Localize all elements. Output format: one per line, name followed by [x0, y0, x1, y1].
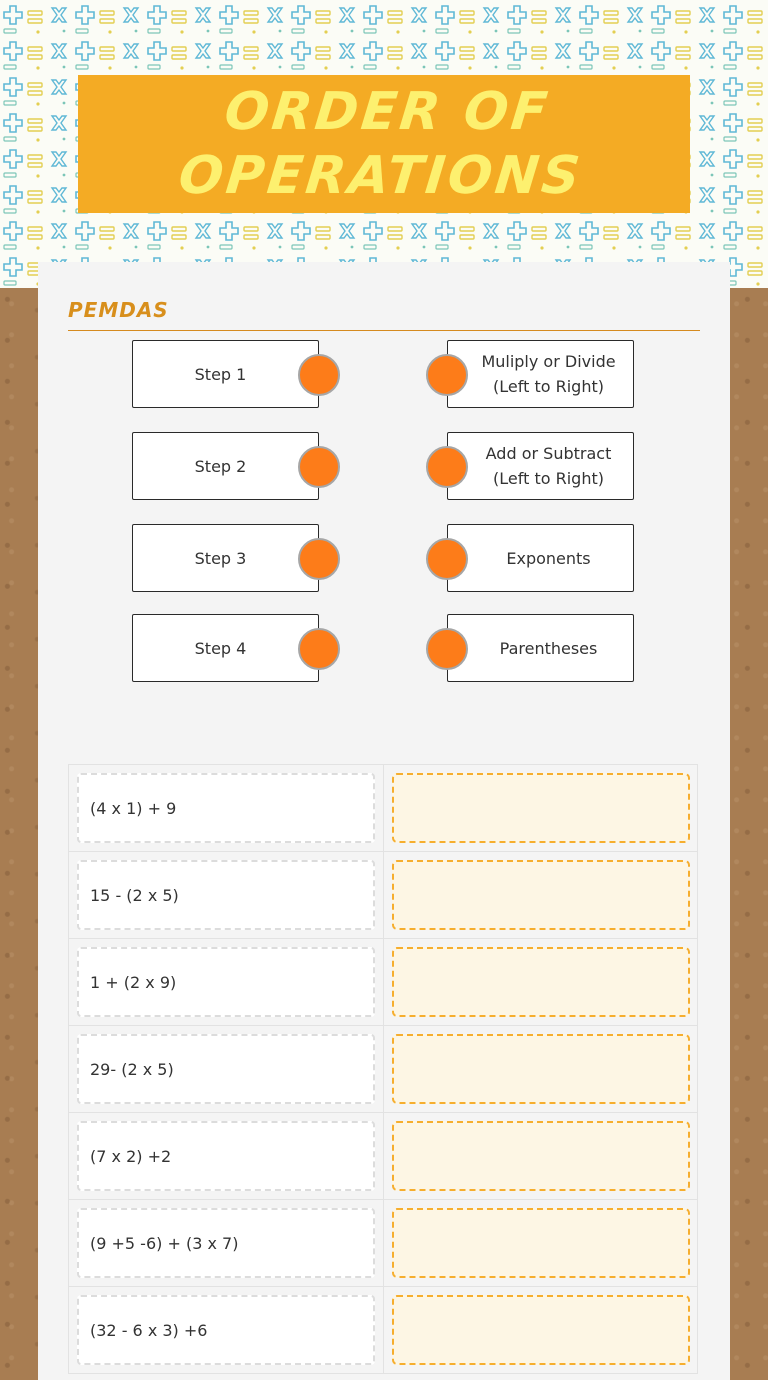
table-row: [68, 852, 698, 939]
table-row: [68, 939, 698, 1026]
match-right-label: Exponents: [506, 548, 591, 568]
match-right-dot-3[interactable]: [426, 538, 468, 580]
match-left-label: Step 1: [194, 364, 247, 384]
answer-drop-zone[interactable]: [392, 773, 690, 843]
page-title: ORDER OF OPERATIONS: [175, 82, 586, 206]
match-right-multiply-divide[interactable]: [447, 340, 634, 408]
match-right-label: Parentheses: [499, 638, 598, 658]
match-left-label: Step 2: [194, 456, 247, 476]
expression-card[interactable]: (4 x 1) + 9: [77, 773, 375, 843]
table-row: [68, 1113, 698, 1200]
column-divider: [383, 765, 384, 851]
expression-card[interactable]: (7 x 2) +2: [77, 1121, 375, 1191]
match-left-step-3[interactable]: [132, 524, 319, 592]
table-row: [68, 1026, 698, 1113]
expression-card[interactable]: (9 +5 -6) + (3 x 7): [77, 1208, 375, 1278]
column-divider: [383, 852, 384, 938]
worksheet-panel: [38, 262, 730, 1380]
column-divider: [383, 1287, 384, 1373]
match-left-dot-3[interactable]: [298, 538, 340, 580]
table-row: [68, 1287, 698, 1374]
column-divider: [383, 1113, 384, 1199]
answer-drop-zone[interactable]: [392, 1208, 690, 1278]
match-right-dot-1[interactable]: [426, 354, 468, 396]
answer-drop-zone[interactable]: [392, 947, 690, 1017]
match-right-parentheses[interactable]: [447, 614, 634, 682]
match-left-dot-1[interactable]: [298, 354, 340, 396]
expression-table: [68, 764, 698, 1374]
section-title: PEMDAS: [68, 298, 169, 322]
match-right-exponents[interactable]: [447, 524, 634, 592]
answer-drop-zone[interactable]: [392, 1295, 690, 1365]
answer-drop-zone[interactable]: [392, 1034, 690, 1104]
expression-card[interactable]: (32 - 6 x 3) +6: [77, 1295, 375, 1365]
match-left-dot-4[interactable]: [298, 628, 340, 670]
column-divider: [383, 1026, 384, 1112]
match-right-add-subtract[interactable]: [447, 432, 634, 500]
match-left-label: Step 4: [194, 638, 247, 658]
match-right-dot-2[interactable]: [426, 446, 468, 488]
answer-drop-zone[interactable]: [392, 1121, 690, 1191]
answer-drop-zone[interactable]: [392, 860, 690, 930]
match-left-step-2[interactable]: [132, 432, 319, 500]
column-divider: [383, 1200, 384, 1286]
match-right-dot-4[interactable]: [426, 628, 468, 670]
expression-card[interactable]: 1 + (2 x 9): [77, 947, 375, 1017]
section-header: [68, 292, 700, 331]
expression-card[interactable]: 15 - (2 x 5): [77, 860, 375, 930]
expression-card[interactable]: 29- (2 x 5): [77, 1034, 375, 1104]
match-right-label: Muliply or Divide (Left to Right): [481, 352, 616, 396]
column-divider: [383, 939, 384, 1025]
title-banner: [78, 75, 690, 213]
match-left-step-4[interactable]: [132, 614, 319, 682]
match-left-dot-2[interactable]: [298, 446, 340, 488]
table-row: [68, 765, 698, 852]
match-left-step-1[interactable]: [132, 340, 319, 408]
match-right-label: Add or Subtract (Left to Right): [485, 444, 612, 488]
match-left-label: Step 3: [194, 548, 247, 568]
table-row: [68, 1200, 698, 1287]
